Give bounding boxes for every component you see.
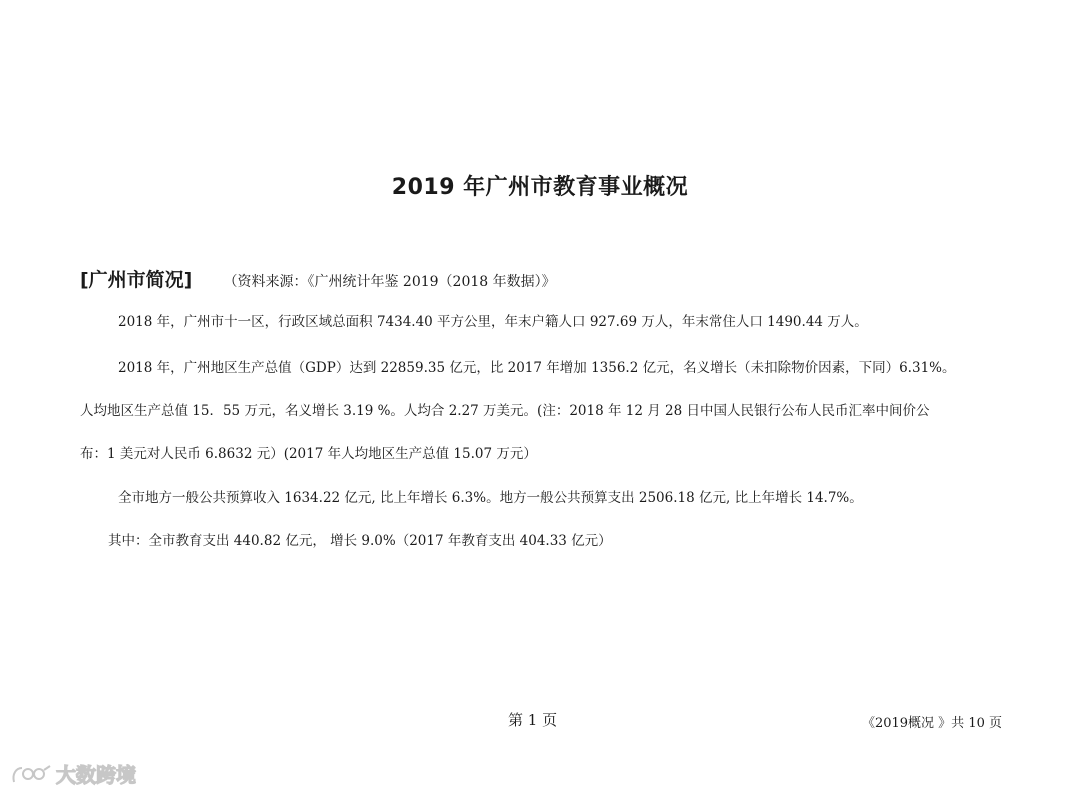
footer-page-number: 第 1 页 <box>508 711 558 729</box>
watermark-logo-icon <box>10 762 54 788</box>
paragraph-education-spending: 其中：全市教育支出 440.82 亿元， 增长 9.0%（2017 年教育支出 404.33 亿元） <box>108 533 612 549</box>
paragraph-gdp-line-2: 人均地区生产总值 15．55 万元，名义增长 3.19 %。人均合 2.27 万美元。(注：2018 年 12 月 28 日中国人民银行公布人民币汇率中间价公 <box>80 403 930 419</box>
section-source: （资料来源：《广州统计年鉴 2019（2018 年数据）》 <box>223 274 556 290</box>
paragraph-population: 2018 年，广州市十一区，行政区域总面积 7434.40 平方公里，年末户籍人口 927.69 万人，年末常住人口 1490.44 万人。 <box>118 314 868 330</box>
section-label: [广州市简况] <box>80 269 193 291</box>
document-title: 2019 年广州市教育事业概况 <box>391 175 689 200</box>
svg-text:大数跨境: 大数跨境 <box>56 763 136 787</box>
section-heading <box>80 265 556 292</box>
paragraph-budget: 全市地方一般公共预算收入 1634.22 亿元, 比上年增长 6.3%。地方一般公共预算支出 2506.18 亿元, 比上年增长 14.7%。 <box>118 490 863 506</box>
paragraph-gdp-line-3: 布：1 美元对人民币 6.8632 元）(2017 年人均地区生产总值 15.07 万元） <box>80 446 537 462</box>
paragraph-gdp-line-1: 2018 年，广州地区生产总值（GDP）达到 22859.35 亿元，比 2017 年增加 1356.2 亿元，名义增长（未扣除物价因素，下同）6.31%。 <box>118 360 956 376</box>
footer-page-total: 《2019概况 》共 10 页 <box>861 716 1002 731</box>
watermark <box>10 762 174 788</box>
watermark-text <box>54 762 174 788</box>
